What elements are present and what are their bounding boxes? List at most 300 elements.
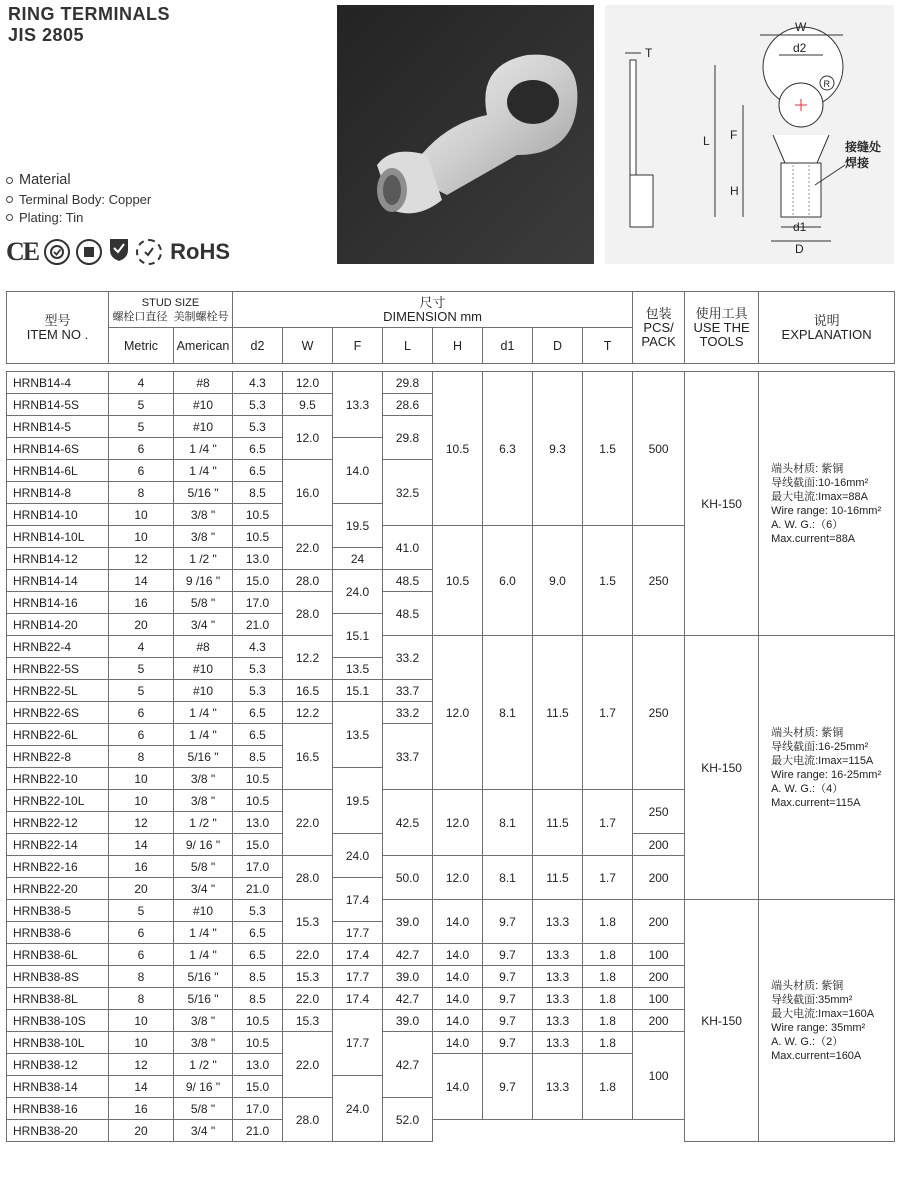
cell-h: 12.0	[433, 636, 483, 790]
cell-item-no: HRNB38-20	[7, 1120, 109, 1142]
product-photo	[337, 5, 594, 264]
cell-d2: 15.0	[233, 570, 283, 592]
cell-t: 1.5	[583, 372, 633, 526]
cell-american: #8	[174, 372, 233, 394]
cell-d1: 9.7	[483, 966, 533, 988]
cell-d1: 9.7	[483, 944, 533, 966]
cell-l: 33.2	[383, 636, 433, 680]
header-tool	[685, 292, 759, 364]
cell-d2: 10.5	[233, 790, 283, 812]
table-row	[7, 900, 895, 922]
header-item-en: ITEM NO .	[26, 326, 89, 342]
cell-item-no: HRNB38-6	[7, 922, 109, 944]
cell-d: 13.3	[533, 988, 583, 1010]
cell-f: 17.4	[333, 988, 383, 1010]
cell-american: 3/8 "	[174, 790, 233, 812]
cell-f: 17.4	[333, 878, 383, 922]
cell-l: 33.7	[383, 724, 433, 790]
cell-d2: 13.0	[233, 548, 283, 570]
cell-d: 13.3	[533, 1054, 583, 1120]
explanation-line: A. W. G.:（2）	[771, 1035, 844, 1048]
cell-metric: 6	[109, 438, 174, 460]
specification-table	[6, 291, 895, 1142]
cell-w: 28.0	[283, 856, 333, 900]
header-pack-en1: PCS/	[643, 319, 674, 335]
cell-item-no: HRNB14-20	[7, 614, 109, 636]
cell-w: 22.0	[283, 988, 333, 1010]
explanation-line: A. W. G.:（6）	[771, 518, 844, 531]
cell-d2: 17.0	[233, 1098, 283, 1120]
cell-d: 13.3	[533, 900, 583, 944]
cell-item-no: HRNB14-16	[7, 592, 109, 614]
cell-item-no: HRNB22-4	[7, 636, 109, 658]
cell-tool: KH-150	[685, 372, 759, 636]
cell-d1: 6.3	[483, 372, 533, 526]
cell-l: 32.5	[383, 460, 433, 526]
cell-w: 22.0	[283, 944, 333, 966]
cell-american: #8	[174, 636, 233, 658]
cell-metric: 8	[109, 746, 174, 768]
cell-t: 1.8	[583, 944, 633, 966]
header-tool-en2: TOOLS	[699, 333, 744, 349]
cell-american: 9/ 16 "	[174, 834, 233, 856]
cell-metric: 14	[109, 570, 174, 592]
certification-logos	[6, 236, 230, 267]
shield-mark-icon	[108, 236, 130, 267]
cell-item-no: HRNB14-12	[7, 548, 109, 570]
explanation-line: 最大电流:Imax=160A	[771, 1007, 875, 1020]
cell-metric: 5	[109, 658, 174, 680]
header-tool-en1: USE THE	[693, 319, 750, 335]
cell-d2: 6.5	[233, 460, 283, 482]
cell-l: 42.5	[383, 790, 433, 856]
cell-metric: 6	[109, 702, 174, 724]
cell-pack: 500	[633, 372, 685, 526]
cell-metric: 14	[109, 1076, 174, 1098]
cell-metric: 4	[109, 372, 174, 394]
cell-american: 1 /2 "	[174, 812, 233, 834]
cell-d2: 6.5	[233, 702, 283, 724]
header-dimension	[233, 292, 633, 328]
header-w: W	[283, 328, 333, 364]
cell-pack: 100	[633, 988, 685, 1010]
cell-american: 1 /2 "	[174, 548, 233, 570]
cell-d: 13.3	[533, 944, 583, 966]
cell-pack: 250	[633, 790, 685, 834]
header-stud-cn-american: 美制螺栓号	[173, 310, 229, 323]
header-l: L	[383, 328, 433, 364]
cell-l: 42.7	[383, 944, 433, 966]
header-pack	[633, 292, 685, 364]
cell-l: 28.6	[383, 394, 433, 416]
cell-metric: 14	[109, 834, 174, 856]
header-tool-cn: 使用工具	[695, 305, 748, 321]
cell-w: 28.0	[283, 592, 333, 636]
cell-d: 13.3	[533, 966, 583, 988]
cell-f: 13.3	[333, 372, 383, 438]
header-stud-size	[109, 292, 233, 328]
dimension-drawing	[605, 5, 894, 264]
dim-d2-label: d2	[793, 41, 807, 55]
cell-d2: 5.3	[233, 900, 283, 922]
cell-pack: 200	[633, 1010, 685, 1032]
cell-american: 5/16 "	[174, 988, 233, 1010]
cell-metric: 10	[109, 1010, 174, 1032]
dim-w-label: W	[795, 20, 807, 34]
header-d: D	[533, 328, 583, 364]
cell-f: 17.7	[333, 922, 383, 944]
title-line-2: JIS 2805	[8, 25, 85, 45]
cell-item-no: HRNB38-10S	[7, 1010, 109, 1032]
cell-pack: 200	[633, 856, 685, 900]
cell-pack: 250	[633, 526, 685, 636]
cell-explanation	[759, 636, 895, 900]
cell-w: 12.2	[283, 702, 333, 724]
cell-l: 33.2	[383, 702, 433, 724]
cell-w: 12.0	[283, 416, 333, 460]
header-h: H	[433, 328, 483, 364]
cell-item-no: HRNB14-6L	[7, 460, 109, 482]
cell-american: 3/4 "	[174, 878, 233, 900]
cell-explanation	[759, 900, 895, 1142]
cell-metric: 6	[109, 944, 174, 966]
header-dim-cn: 尺寸	[419, 294, 446, 310]
material-specs	[6, 172, 151, 228]
sgs-mark-icon	[136, 239, 162, 265]
cell-american: 9 /16 "	[174, 570, 233, 592]
cell-metric: 16	[109, 592, 174, 614]
explanation-line: Wire range: 10-16mm²	[771, 504, 882, 517]
cell-item-no: HRNB22-12	[7, 812, 109, 834]
cell-metric: 5	[109, 416, 174, 438]
cell-d2: 10.5	[233, 768, 283, 790]
cell-item-no: HRNB14-14	[7, 570, 109, 592]
header-f: F	[333, 328, 383, 364]
cell-f: 15.1	[333, 680, 383, 702]
header-d2: d2	[233, 328, 283, 364]
table-row	[7, 372, 895, 394]
header-t: T	[583, 328, 633, 364]
cell-item-no: HRNB14-6S	[7, 438, 109, 460]
header-expl-en: EXPLANATION	[781, 326, 872, 342]
page-title	[8, 4, 170, 46]
cell-metric: 12	[109, 812, 174, 834]
explanation-line: Max.current=160A	[771, 1049, 862, 1062]
cell-pack: 100	[633, 1032, 685, 1120]
cell-d2: 8.5	[233, 988, 283, 1010]
cell-american: 5/16 "	[174, 966, 233, 988]
cell-d2: 15.0	[233, 1076, 283, 1098]
cell-pack: 250	[633, 636, 685, 790]
cell-tool: KH-150	[685, 900, 759, 1142]
cell-metric: 12	[109, 1054, 174, 1076]
cell-item-no: HRNB38-16	[7, 1098, 109, 1120]
cell-f: 15.1	[333, 614, 383, 658]
cell-american: 5/8 "	[174, 856, 233, 878]
cell-f: 13.5	[333, 702, 383, 768]
cell-h: 10.5	[433, 526, 483, 636]
cell-item-no: HRNB38-8L	[7, 988, 109, 1010]
cell-d2: 5.3	[233, 680, 283, 702]
explanation-line: Wire range: 35mm²	[771, 1021, 866, 1034]
title-line-1: RING TERMINALS	[8, 4, 170, 24]
header-item-cn: 型号	[44, 312, 71, 328]
header-expl-cn: 说明	[813, 312, 840, 328]
cell-item-no: HRNB14-4	[7, 372, 109, 394]
cell-h: 14.0	[433, 966, 483, 988]
cell-d2: 17.0	[233, 856, 283, 878]
cell-item-no: HRNB22-10	[7, 768, 109, 790]
cell-l: 41.0	[383, 526, 433, 570]
cell-t: 1.8	[583, 966, 633, 988]
dim-t-label: T	[645, 46, 653, 60]
cell-metric: 5	[109, 900, 174, 922]
cell-t: 1.5	[583, 526, 633, 636]
header-american: American	[174, 328, 233, 364]
dim-d-label: D	[795, 242, 804, 256]
quality-mark-icon	[76, 239, 102, 265]
cell-w: 12.0	[283, 372, 333, 394]
cell-l: 48.5	[383, 570, 433, 592]
cell-metric: 16	[109, 856, 174, 878]
cell-d2: 6.5	[233, 944, 283, 966]
header-item	[7, 292, 109, 364]
cell-d2: 6.5	[233, 438, 283, 460]
explanation-line: 导线截面:35mm²	[771, 993, 853, 1006]
ce-mark-icon: CE	[6, 236, 39, 266]
cell-item-no: HRNB22-10L	[7, 790, 109, 812]
cell-metric: 10	[109, 768, 174, 790]
cell-w: 28.0	[283, 1098, 333, 1142]
cell-d1: 9.7	[483, 900, 533, 944]
cell-metric: 8	[109, 966, 174, 988]
cell-d: 11.5	[533, 856, 583, 900]
cell-d1: 8.1	[483, 636, 533, 790]
cell-l: 39.0	[383, 900, 433, 944]
cell-item-no: HRNB14-5S	[7, 394, 109, 416]
cell-d2: 8.5	[233, 746, 283, 768]
cell-item-no: HRNB14-10L	[7, 526, 109, 548]
material-heading: Material	[19, 172, 71, 188]
cell-metric: 20	[109, 878, 174, 900]
cell-w: 12.2	[283, 636, 333, 680]
cell-american: 3/4 "	[174, 1120, 233, 1142]
ccc-mark-icon	[44, 239, 70, 265]
cell-t: 1.8	[583, 988, 633, 1010]
explanation-line: 导线截面:10-16mm²	[771, 476, 869, 489]
cell-metric: 4	[109, 636, 174, 658]
cell-item-no: HRNB22-14	[7, 834, 109, 856]
cell-american: 1 /4 "	[174, 944, 233, 966]
header-pack-cn: 包装	[645, 305, 672, 321]
cell-d: 9.3	[533, 372, 583, 526]
dim-d1-label: d1	[793, 220, 807, 234]
cell-metric: 8	[109, 482, 174, 504]
cell-pack: 200	[633, 834, 685, 856]
cell-american: #10	[174, 680, 233, 702]
cell-metric: 5	[109, 394, 174, 416]
header-dim-en: DIMENSION mm	[383, 308, 483, 324]
cell-l: 39.0	[383, 1010, 433, 1032]
cell-h: 10.5	[433, 372, 483, 526]
cell-metric: 10	[109, 790, 174, 812]
cell-explanation	[759, 372, 895, 636]
header-metric: Metric	[109, 328, 174, 364]
cell-american: 1 /4 "	[174, 460, 233, 482]
cell-d2: 15.0	[233, 834, 283, 856]
cell-w: 15.3	[283, 900, 333, 944]
explanation-line: 端头材质: 紫铜	[771, 979, 844, 992]
cell-pack: 200	[633, 900, 685, 944]
cell-d1: 9.7	[483, 1032, 533, 1054]
cell-pack: 100	[633, 944, 685, 966]
cell-item-no: HRNB22-6L	[7, 724, 109, 746]
cell-american: 3/8 "	[174, 768, 233, 790]
cell-item-no: HRNB22-20	[7, 878, 109, 900]
cell-l: 52.0	[383, 1098, 433, 1142]
cell-american: 3/8 "	[174, 526, 233, 548]
cell-l: 29.8	[383, 372, 433, 394]
cell-d: 9.0	[533, 526, 583, 636]
cell-american: #10	[174, 658, 233, 680]
cell-d2: 17.0	[233, 592, 283, 614]
cell-d2: 8.5	[233, 966, 283, 988]
cell-d2: 5.3	[233, 394, 283, 416]
cell-metric: 6	[109, 460, 174, 482]
cell-d: 11.5	[533, 790, 583, 856]
cell-l: 50.0	[383, 856, 433, 900]
cell-d2: 10.5	[233, 526, 283, 548]
cell-w: 22.0	[283, 1032, 333, 1098]
cell-american: 1 /4 "	[174, 724, 233, 746]
cell-l: 39.0	[383, 966, 433, 988]
cell-d: 13.3	[533, 1010, 583, 1032]
cell-american: 5/8 "	[174, 592, 233, 614]
cell-l: 42.7	[383, 1032, 433, 1098]
cell-t: 1.7	[583, 856, 633, 900]
explanation-line: Max.current=115A	[771, 796, 861, 809]
cell-d: 11.5	[533, 636, 583, 790]
cell-d2: 5.3	[233, 658, 283, 680]
cell-d2: 13.0	[233, 812, 283, 834]
cell-d2: 6.5	[233, 724, 283, 746]
cell-f: 17.7	[333, 1010, 383, 1076]
cell-american: #10	[174, 900, 233, 922]
cell-tool: KH-150	[685, 636, 759, 900]
cell-l: 29.8	[383, 416, 433, 460]
cell-w: 22.0	[283, 526, 333, 570]
cell-metric: 6	[109, 922, 174, 944]
bullet-icon	[6, 214, 13, 221]
cell-w: 16.5	[283, 680, 333, 702]
cell-f: 24	[333, 548, 383, 570]
cell-f: 24.0	[333, 570, 383, 614]
explanation-line: Max.current=88A	[771, 532, 856, 545]
cell-f: 17.4	[333, 944, 383, 966]
cell-f: 19.5	[333, 504, 383, 548]
table-row	[7, 636, 895, 658]
cell-d2: 21.0	[233, 614, 283, 636]
cell-f: 24.0	[333, 1076, 383, 1142]
cell-t: 1.8	[583, 1010, 633, 1032]
cell-w: 22.0	[283, 790, 333, 856]
cell-american: 1 /4 "	[174, 702, 233, 724]
cell-metric: 16	[109, 1098, 174, 1120]
header-spacer	[7, 364, 895, 372]
explanation-line: 最大电流:Imax=115A	[771, 754, 874, 767]
cell-l: 33.7	[383, 680, 433, 702]
cell-t: 1.8	[583, 1032, 633, 1054]
explanation-line: A. W. G.:（4）	[771, 782, 844, 795]
cell-d1: 9.7	[483, 988, 533, 1010]
cell-d2: 21.0	[233, 1120, 283, 1142]
cell-metric: 5	[109, 680, 174, 702]
cell-w: 15.3	[283, 1010, 333, 1032]
cell-l: 48.5	[383, 592, 433, 636]
cell-metric: 20	[109, 1120, 174, 1142]
cell-pack: 200	[633, 966, 685, 988]
material-body: Terminal Body: Copper	[19, 192, 152, 207]
cell-item-no: HRNB38-5	[7, 900, 109, 922]
cell-h: 14.0	[433, 1032, 483, 1054]
header-explanation	[759, 292, 895, 364]
cell-d2: 21.0	[233, 878, 283, 900]
explanation-line: Wire range: 16-25mm²	[771, 768, 882, 781]
cell-item-no: HRNB38-10L	[7, 1032, 109, 1054]
cell-h: 14.0	[433, 900, 483, 944]
weld-note-line-1: 接缝处	[845, 140, 882, 154]
bullet-icon	[6, 177, 13, 184]
cell-american: 3/8 "	[174, 1010, 233, 1032]
cell-metric: 10	[109, 504, 174, 526]
cell-metric: 10	[109, 526, 174, 548]
explanation-line: 端头材质: 紫铜	[771, 462, 844, 475]
cell-american: 5/16 "	[174, 746, 233, 768]
header-stud-title: STUD SIZE	[141, 296, 200, 309]
explanation-line: 最大电流:Imax=88A	[771, 490, 868, 503]
cell-american: #10	[174, 394, 233, 416]
weld-note-line-2: 焊接	[845, 156, 870, 170]
cell-w: 9.5	[283, 394, 333, 416]
cell-f: 17.7	[333, 966, 383, 988]
cell-item-no: HRNB14-10	[7, 504, 109, 526]
cell-w: 28.0	[283, 570, 333, 592]
header-d1: d1	[483, 328, 533, 364]
cell-d: 13.3	[533, 1032, 583, 1054]
registered-mark: R	[823, 79, 830, 89]
cell-item-no: HRNB22-8	[7, 746, 109, 768]
cell-d2: 4.3	[233, 636, 283, 658]
cell-f: 19.5	[333, 768, 383, 834]
cell-d2: 13.0	[233, 1054, 283, 1076]
cell-d2: 5.3	[233, 416, 283, 438]
header-pack-en2: PACK	[641, 333, 676, 349]
cell-d2: 6.5	[233, 922, 283, 944]
cell-d2: 8.5	[233, 482, 283, 504]
cell-american: 1 /2 "	[174, 1054, 233, 1076]
cell-item-no: HRNB22-5L	[7, 680, 109, 702]
dim-l-label: L	[703, 134, 710, 148]
cell-f: 24.0	[333, 834, 383, 878]
bullet-icon	[6, 196, 13, 203]
cell-t: 1.8	[583, 900, 633, 944]
cell-item-no: HRNB38-14	[7, 1076, 109, 1098]
cell-d2: 10.5	[233, 504, 283, 526]
cell-american: 5/16 "	[174, 482, 233, 504]
cell-american: #10	[174, 416, 233, 438]
cell-metric: 10	[109, 1032, 174, 1054]
cell-item-no: HRNB14-8	[7, 482, 109, 504]
